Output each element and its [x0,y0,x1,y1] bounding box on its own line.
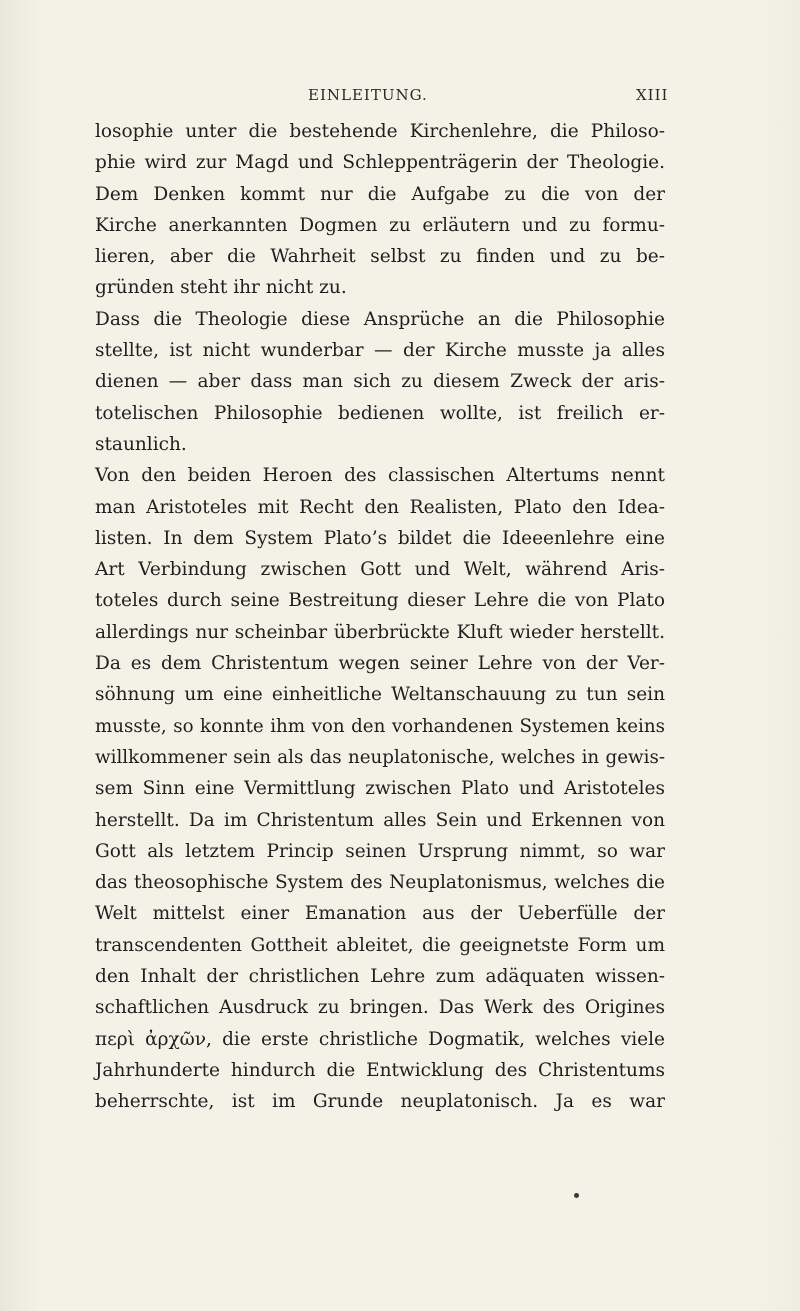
text-line: toteles durch seine Bestreitung dieser Lehre die von Plato [95,590,665,612]
body-text [95,116,665,1118]
text-line: stellte, ist nicht wunderbar — der Kirche musste ja alles [95,340,665,362]
text-line: Jahrhunderte hindurch die Entwicklung des Christentums [95,1059,665,1081]
text-line: Art Verbindung zwischen Gott und Welt, während Aris- [95,559,665,581]
text-line: man Aristoteles mit Recht den Realisten, Plato den Idea- [95,496,665,518]
text-line: söhnung um eine einheitliche Weltanschauung zu tun sein [95,684,665,706]
text-line: Dass die Theologie diese Ansprüche an die Philosophie [95,308,665,330]
text-line: losophie unter die bestehende Kirchenlehre, die Philoso- [95,121,665,142]
text-line: schaftlichen Ausdruck zu bringen. Das Werk des Origines [95,997,665,1019]
text-line: Kirche anerkannten Dogmen zu erläutern und zu formu- [95,214,665,236]
text-line: Von den beiden Heroen des classischen Altertums nennt [95,465,665,487]
text-line: beherrschte, ist im Grunde neuplatonisch. Ja es war [95,1091,665,1113]
print-mark [574,1193,579,1198]
running-head [0,86,800,110]
text-line: totelischen Philosophie bedienen wollte, ist freilich er- [95,402,665,424]
text-line: Welt mittelst einer Emanation aus der Ueberfülle der [95,903,665,925]
text-line: phie wird zur Magd und Schleppenträgerin der Theologie. [95,152,665,174]
text-line: dienen — aber dass man sich zu diesem Zweck der aris- [95,371,665,393]
text-line: staunlich. [95,433,187,455]
text-line: den Inhalt der christlichen Lehre zum adäquaten wissen- [95,966,665,988]
page-number: XIII [636,86,669,104]
running-head-title: EINLEITUNG. [308,86,428,104]
text-line: das theosophische System des Neuplatonismus, welches die [95,872,665,894]
text-line: listen. In dem System Plato’s bildet die Ideeenlehre eine [95,527,665,549]
text-line: transcendenten Gottheit ableitet, die geeignetste Form um [95,934,665,956]
text-line: sem Sinn eine Vermittlung zwischen Plato und Aristoteles [95,778,665,800]
text-line: willkommener sein als das neuplatonische, welches in gewis- [95,746,665,768]
text-line: Dem Denken kommt nur die Aufgabe zu die von der [95,183,665,205]
text-line: gründen steht ihr nicht zu. [95,277,347,299]
text-line: herstellt. Da im Christentum alles Sein und Erkennen von [95,809,665,831]
text-line: Gott als letztem Princip seinen Ursprung nimmt, so war [95,840,665,862]
text-line: lieren, aber die Wahrheit selbst zu finden und zu be- [95,246,665,268]
text-line: allerdings nur scheinbar überbrückte Kluft wieder herstellt. [95,621,665,643]
text-line: musste, so konnte ihm von den vorhandenen Systemen keins [95,715,665,737]
text-line: Da es dem Christentum wegen seiner Lehre von der Ver- [95,653,665,675]
text-line: περὶ ἀρχῶν, die erste christliche Dogmatik, welches viele [95,1028,665,1050]
